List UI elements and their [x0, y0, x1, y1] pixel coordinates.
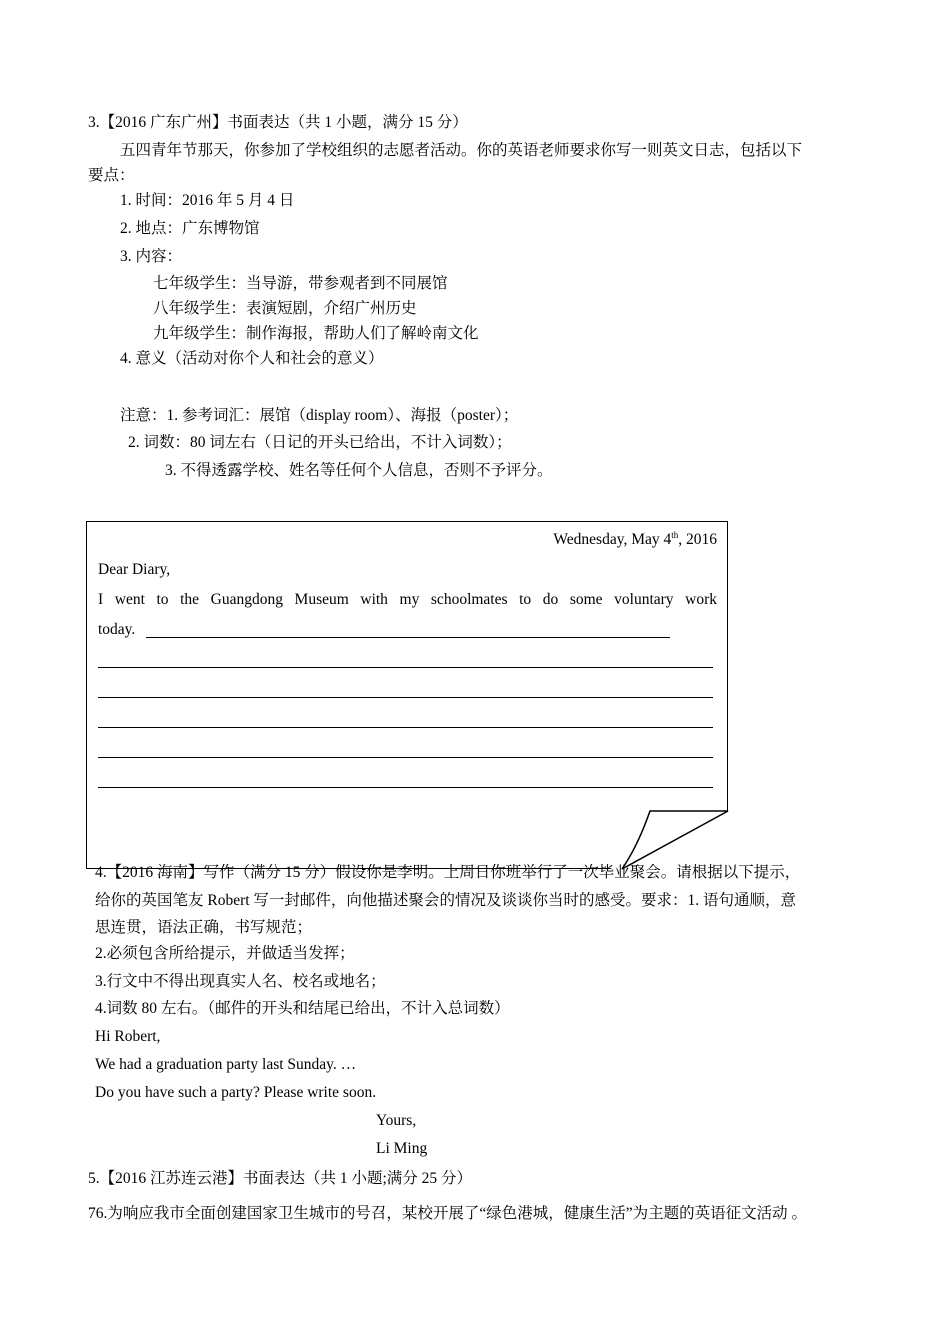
diary-greeting: Dear Diary,: [98, 561, 171, 578]
q4-instruction-line: 思连贯，语法正确，书写规范；: [95, 919, 313, 936]
q5-heading: 5.【2016 江苏连云港】书面表达（共 1 小题;满分 25 分）: [88, 1170, 473, 1187]
q3-point-location: 2. 地点：广东博物馆: [120, 220, 260, 237]
q3-content-grade9: 九年级学生：制作海报，帮助人们了解岭南文化: [153, 325, 479, 342]
writing-blank[interactable]: [98, 697, 713, 698]
q3-intro-line: 要点：: [88, 167, 135, 184]
q3-note-vocab: 注意：1. 参考词汇：展馆（display room）、海报（poster）；: [120, 407, 519, 424]
q4-letter-closing: Yours,: [376, 1112, 417, 1129]
diary-body-line: I went to the Guangdong Museum with my schoolmates to do some voluntary work: [98, 591, 717, 608]
q3-content-grade7: 七年级学生：当导游，带参观者到不同展馆: [153, 275, 448, 292]
q4-letter-signature: Li Ming: [376, 1140, 428, 1157]
q3-note-privacy: 3. 不得透露学校、姓名等任何个人信息，否则不予评分。: [165, 462, 553, 479]
q4-letter-line: Do you have such a party? Please write soon.: [95, 1084, 377, 1101]
q3-content-grade8: 八年级学生：表演短剧，介绍广州历史: [153, 300, 417, 317]
writing-blank[interactable]: [146, 637, 670, 638]
q3-note-wordcount: 2. 词数：80 词左右（日记的开头已给出，不计入词数）；: [128, 434, 512, 451]
q4-letter-line: We had a graduation party last Sunday. …: [95, 1056, 357, 1073]
q4-requirement: 3.行文中不得出现真实人名、校名或地名；: [95, 973, 386, 990]
diary-body-line: today.: [98, 621, 136, 638]
writing-blank[interactable]: [98, 667, 713, 668]
q3-heading: 3.【2016 广东广州】书面表达（共 1 小题，满分 15 分）: [88, 114, 468, 131]
q4-letter-greeting: Hi Robert,: [95, 1028, 161, 1045]
q4-requirement: 2.必须包含所给提示，并做适当发挥；: [95, 945, 355, 962]
writing-blank[interactable]: [98, 757, 713, 758]
q3-point-time: 1. 时间：2016 年 5 月 4 日: [120, 192, 295, 209]
q3-intro-line: 五四青年节那天，你参加了学校组织的志愿者活动。你的英语老师要求你写一则英文日志，包括以下: [120, 142, 803, 159]
q5-instruction-line: 76.为响应我市全面创建国家卫生城市的号召，某校开展了“绿色港城，健康生活”为主题的英语征文活动 。: [88, 1205, 808, 1222]
q3-point-content: 3. 内容：: [120, 248, 183, 265]
q4-requirement: 4.词数 80 左右。（邮件的开头和结尾已给出，不计入总词数）: [95, 1000, 510, 1017]
writing-blank[interactable]: [98, 727, 713, 728]
q3-point-meaning: 4. 意义（活动对你个人和社会的意义）: [120, 350, 384, 367]
q4-instruction-line: 给你的英国笔友 Robert 写一封邮件，向他描述聚会的情况及谈谈你当时的感受。要求：1. 语句通顺，意: [95, 892, 796, 909]
diary-date: Wednesday, May 4th, 2016: [553, 530, 717, 548]
q4-heading: 4.【2016 海南】写作（满分 15 分）假设你是李明。上周日你班举行了一次毕业聚会。请根据以下提示，: [95, 864, 801, 881]
writing-blank[interactable]: [98, 787, 713, 788]
